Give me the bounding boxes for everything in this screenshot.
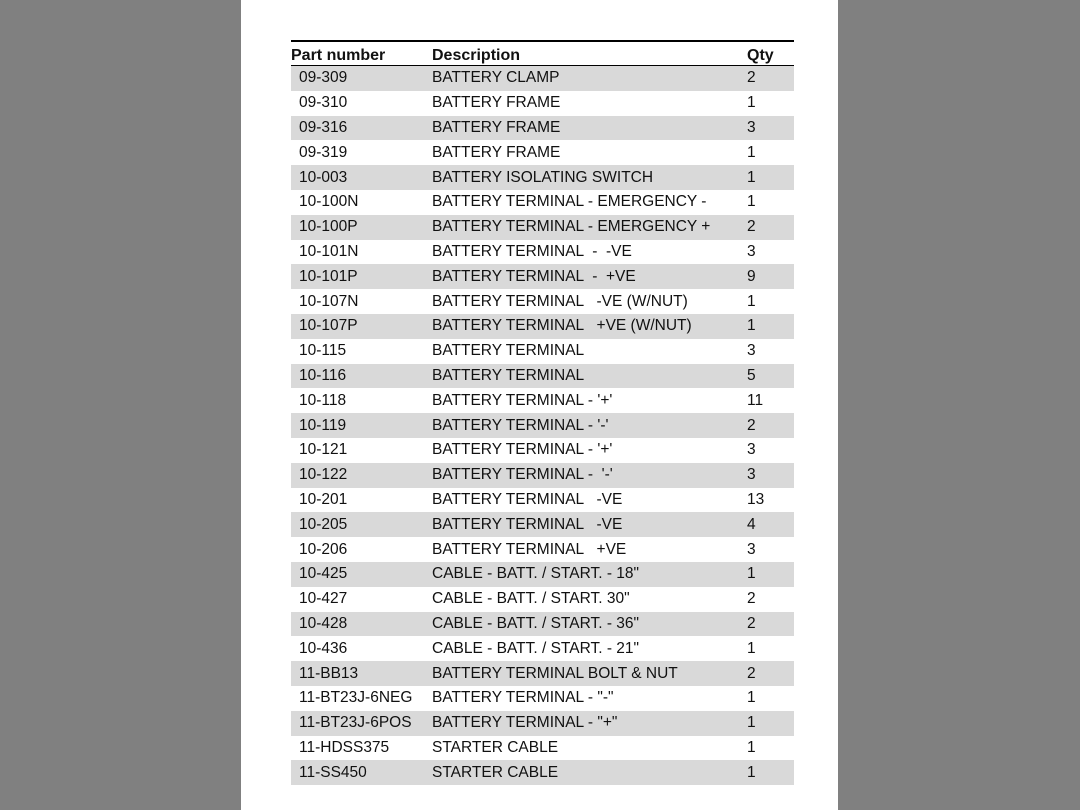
part-number-cell: 10-115 <box>299 342 347 360</box>
description-cell: BATTERY TERMINAL - '-' <box>432 416 609 434</box>
table-row <box>291 463 794 488</box>
part-number-cell: 10-101P <box>299 267 358 285</box>
table-row <box>291 140 794 165</box>
qty-cell: 5 <box>747 366 756 384</box>
qty-cell: 1 <box>747 168 756 186</box>
table-row <box>291 240 794 265</box>
qty-cell: 3 <box>747 466 756 484</box>
part-number-cell: 10-107N <box>299 292 359 310</box>
table-row <box>291 661 794 686</box>
qty-cell: 3 <box>747 118 756 136</box>
table-row <box>291 314 794 339</box>
description-cell: BATTERY TERMINAL -VE (W/NUT) <box>432 292 688 310</box>
description-cell: CABLE - BATT. / START. - 36" <box>432 614 640 632</box>
part-number-cell: 10-119 <box>299 416 347 434</box>
description-cell: BATTERY TERMINAL - "-" <box>432 689 614 707</box>
description-cell: BATTERY TERMINAL - "+" <box>432 714 618 732</box>
description-cell: BATTERY FRAME <box>432 94 561 112</box>
description-cell: BATTERY TERMINAL - '+' <box>432 441 613 459</box>
qty-cell: 9 <box>747 267 756 285</box>
header-description: Description <box>432 47 521 64</box>
qty-cell: 2 <box>747 614 756 632</box>
table-row <box>291 116 794 141</box>
description-cell: BATTERY TERMINAL +VE <box>432 540 627 558</box>
description-cell: BATTERY FRAME <box>432 118 561 136</box>
description-cell: BATTERY TERMINAL - '-' <box>432 466 613 484</box>
qty-cell: 1 <box>747 689 756 707</box>
header-part-number: Part number <box>291 47 386 64</box>
part-number-cell: 10-107P <box>299 317 358 335</box>
qty-cell: 3 <box>747 242 756 260</box>
description-cell: BATTERY TERMINAL BOLT & NUT <box>432 664 678 682</box>
table-row <box>291 736 794 761</box>
description-cell: CABLE - BATT. / START. - 21" <box>432 639 640 657</box>
description-cell: STARTER CABLE <box>432 763 559 781</box>
description-cell: BATTERY TERMINAL +VE (W/NUT) <box>432 317 692 335</box>
table-row <box>291 165 794 190</box>
part-number-cell: 10-201 <box>299 490 348 508</box>
table-row <box>291 66 794 91</box>
parts-table <box>291 40 794 785</box>
part-number-cell: 09-319 <box>299 143 348 161</box>
table-row <box>291 190 794 215</box>
part-number-cell: 11-SS450 <box>299 763 367 781</box>
qty-cell: 2 <box>747 416 756 434</box>
description-cell: BATTERY TERMINAL - EMERGENCY + <box>432 218 711 236</box>
table-row <box>291 413 794 438</box>
description-cell: BATTERY TERMINAL - +VE <box>432 267 636 285</box>
part-number-cell: 10-206 <box>299 540 348 558</box>
table-row <box>291 686 794 711</box>
qty-cell: 2 <box>747 664 756 682</box>
table-row <box>291 264 794 289</box>
part-number-cell: 11-HDSS375 <box>299 738 390 756</box>
part-number-cell: 10-205 <box>299 515 348 533</box>
description-cell: BATTERY TERMINAL - '+' <box>432 391 613 409</box>
part-number-cell: 10-003 <box>299 168 348 186</box>
part-number-cell: 11-BB13 <box>299 664 359 682</box>
qty-cell: 3 <box>747 342 756 360</box>
qty-cell: 1 <box>747 565 756 583</box>
table-row <box>291 388 794 413</box>
qty-cell: 1 <box>747 317 756 335</box>
description-cell: BATTERY ISOLATING SWITCH <box>432 168 654 186</box>
qty-cell: 2 <box>747 218 756 236</box>
qty-cell: 1 <box>747 639 756 657</box>
table-row <box>291 339 794 364</box>
part-number-cell: 10-116 <box>299 366 347 384</box>
qty-cell: 4 <box>747 515 756 533</box>
qty-cell: 1 <box>747 193 756 211</box>
description-cell: BATTERY CLAMP <box>432 69 560 87</box>
qty-cell: 3 <box>747 540 756 558</box>
table-row <box>291 612 794 637</box>
table-row <box>291 364 794 389</box>
header-qty: Qty <box>747 47 774 64</box>
table-row <box>291 760 794 785</box>
qty-cell: 1 <box>747 763 756 781</box>
table-row <box>291 438 794 463</box>
qty-cell: 3 <box>747 441 756 459</box>
qty-cell: 1 <box>747 94 756 112</box>
document-page <box>241 0 838 810</box>
part-number-cell: 10-121 <box>299 441 348 459</box>
qty-cell: 1 <box>747 738 756 756</box>
table-row <box>291 289 794 314</box>
table-header <box>291 42 794 66</box>
description-cell: CABLE - BATT. / START. 30" <box>432 590 630 608</box>
qty-cell: 2 <box>747 590 756 608</box>
table-row <box>291 512 794 537</box>
table-row <box>291 587 794 612</box>
description-cell: BATTERY TERMINAL <box>432 366 585 384</box>
part-number-cell: 09-309 <box>299 69 348 87</box>
description-cell: BATTERY TERMINAL - EMERGENCY - <box>432 193 707 211</box>
description-cell: BATTERY FRAME <box>432 143 561 161</box>
table-row <box>291 537 794 562</box>
part-number-cell: 11-BT23J-6POS <box>299 714 412 732</box>
table-row <box>291 562 794 587</box>
qty-cell: 1 <box>747 714 756 732</box>
description-cell: BATTERY TERMINAL - -VE <box>432 242 632 260</box>
part-number-cell: 10-100P <box>299 218 358 236</box>
table-row <box>291 91 794 116</box>
part-number-cell: 09-316 <box>299 118 348 136</box>
table-body <box>291 66 794 785</box>
part-number-cell: 10-100N <box>299 193 359 211</box>
table-row <box>291 711 794 736</box>
table-row <box>291 215 794 240</box>
description-cell: STARTER CABLE <box>432 738 559 756</box>
qty-cell: 1 <box>747 292 756 310</box>
part-number-cell: 10-436 <box>299 639 348 657</box>
part-number-cell: 11-BT23J-6NEG <box>299 689 413 707</box>
part-number-cell: 09-310 <box>299 94 348 112</box>
description-cell: BATTERY TERMINAL <box>432 342 585 360</box>
description-cell: BATTERY TERMINAL -VE <box>432 490 623 508</box>
description-cell: BATTERY TERMINAL -VE <box>432 515 623 533</box>
qty-cell: 2 <box>747 69 756 87</box>
part-number-cell: 10-428 <box>299 614 348 632</box>
qty-cell: 1 <box>747 143 756 161</box>
table-row <box>291 636 794 661</box>
description-cell: CABLE - BATT. / START. - 18" <box>432 565 640 583</box>
part-number-cell: 10-118 <box>299 391 347 409</box>
part-number-cell: 10-427 <box>299 590 348 608</box>
qty-cell: 11 <box>747 391 764 409</box>
table-row <box>291 488 794 513</box>
qty-cell: 13 <box>747 490 765 508</box>
part-number-cell: 10-425 <box>299 565 348 583</box>
part-number-cell: 10-101N <box>299 242 359 260</box>
part-number-cell: 10-122 <box>299 466 348 484</box>
